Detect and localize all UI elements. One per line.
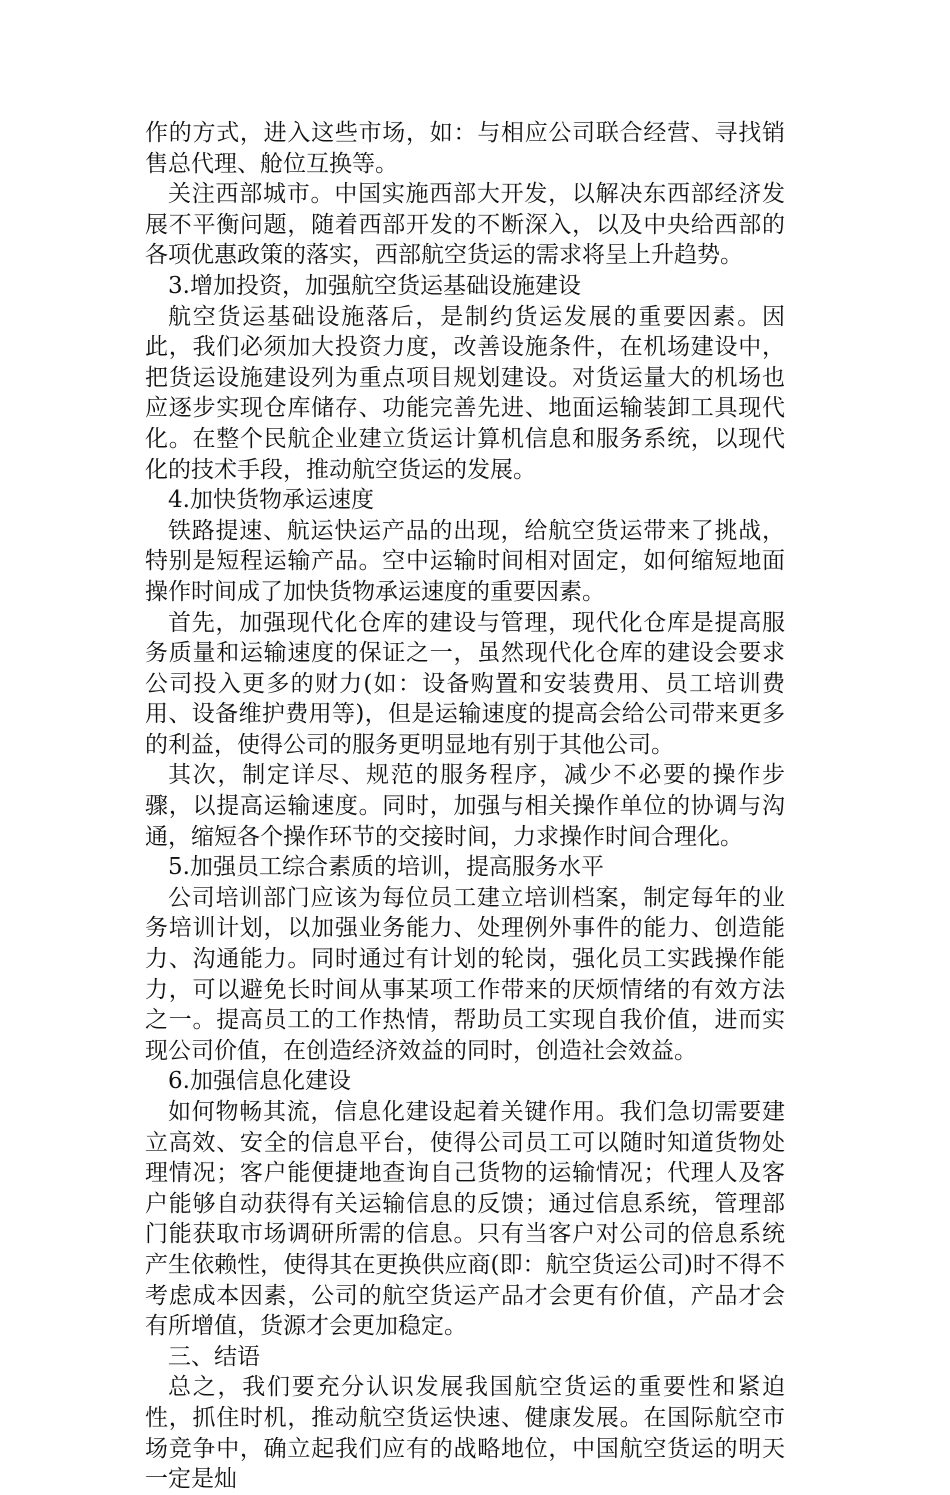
paragraph-infrastructure: 航空货运基础设施落后，是制约货运发展的重要因素。因此，我们必须加大投资力度，改善设施条件，在机场建设中，把货运设施建设列为重点项目规划建设。对货运量大的机场也应逐步实现仓库储存、功能完善先进、地面运输装卸工具现代化。在整个民航企业建立货运计算机信息和服务系统，以现代化的技术手段，推动航空货运的发展。 (145, 303, 785, 483)
section-heading-6: 6.加强信息化建设 (168, 1068, 351, 1095)
section-heading-3: 3.增加投资，加强航空货运基础设施建设 (168, 272, 581, 299)
section-heading-5: 5.加强员工综合素质的培训，提高服务水平 (168, 854, 604, 881)
paragraph-conclusion: 总之，我们要充分认识发展我国航空货运的重要性和紧迫性，抓住时机，推动航空货运快速、健康发展。在国际航空市场竞争中，确立起我们应有的战略地位，中国航空货运的明天一定是灿 (145, 1374, 785, 1493)
section-heading-conclusion: 三、结语 (168, 1343, 260, 1370)
paragraph-warehouse: 首先，加强现代化仓库的建设与管理，现代化仓库是提高服务质量和运输速度的保证之一，虽然现代化仓库的建设会要求公司投入更多的财力(如：设备购置和安装费用、员工培训费用、设备维护费用等)，但是运输速度的提高会给公司带来更多的利益，使得公司的服务更明显地有别于其他公司。 (145, 609, 785, 758)
paragraph-speed-intro: 铁路提速、航运快运产品的出现，给航空货运带来了挑战，特别是短程运输产品。空中运输时间相对固定，如何缩短地面操作时间成了加快货物承运速度的重要因素。 (145, 517, 785, 605)
paragraph-west-cities: 关注西部城市。中国实施西部大开发，以解决东西部经济发展不平衡问题，随着西部开发的不断深入，以及中央给西部的各项优惠政策的落实，西部航空货运的需求将呈上升趋势。 (145, 181, 785, 269)
paragraph-training: 公司培训部门应该为每位员工建立培训档案，制定每年的业务培训计划，以加强业务能力、处理例外事件的能力、创造能力、沟通能力。同时通过有计划的轮岗，强化员工实践操作能力，可以避免长时间从事某项工作带来的厌烦情绪的有效方法之一。提高员工的工作热情，帮助员工实现自我价值，进而实现公司价值，在创造经济效益的同时，创造社会效益。 (145, 884, 785, 1064)
paragraph-procedures: 其次，制定详尽、规范的服务程序，减少不必要的操作步骤，以提高运输速度。同时，加强与相关操作单位的协调与沟通，缩短各个操作环节的交接时间，力求操作时间合理化。 (145, 762, 785, 850)
paragraph-informatization: 如何物畅其流，信息化建设起着关键作用。我们急切需要建立高效、安全的信息平台，使得公司员工可以随时知道货物处理情况；客户能便捷地查询自己货物的运输情况；代理人及客户能够自动获得有关运输信息的反馈；通过信息系统，管理部门能获取市场调研所需的信息。只有当客户对公司的倍息系统产生依赖性，使得其在更换供应商(即：航空货运公司)时不得不考虑成本因素，公司的航空货运产品才会更有价值，产品才会有所增值，货源才会更加稳定。 (145, 1099, 785, 1340)
paragraph-1: 作的方式，进入这些市场，如：与相应公司联合经营、寻找销售总代理、舱位互换等。 (145, 120, 785, 177)
document-body (145, 118, 785, 1495)
section-heading-4: 4.加快货物承运速度 (168, 487, 374, 514)
